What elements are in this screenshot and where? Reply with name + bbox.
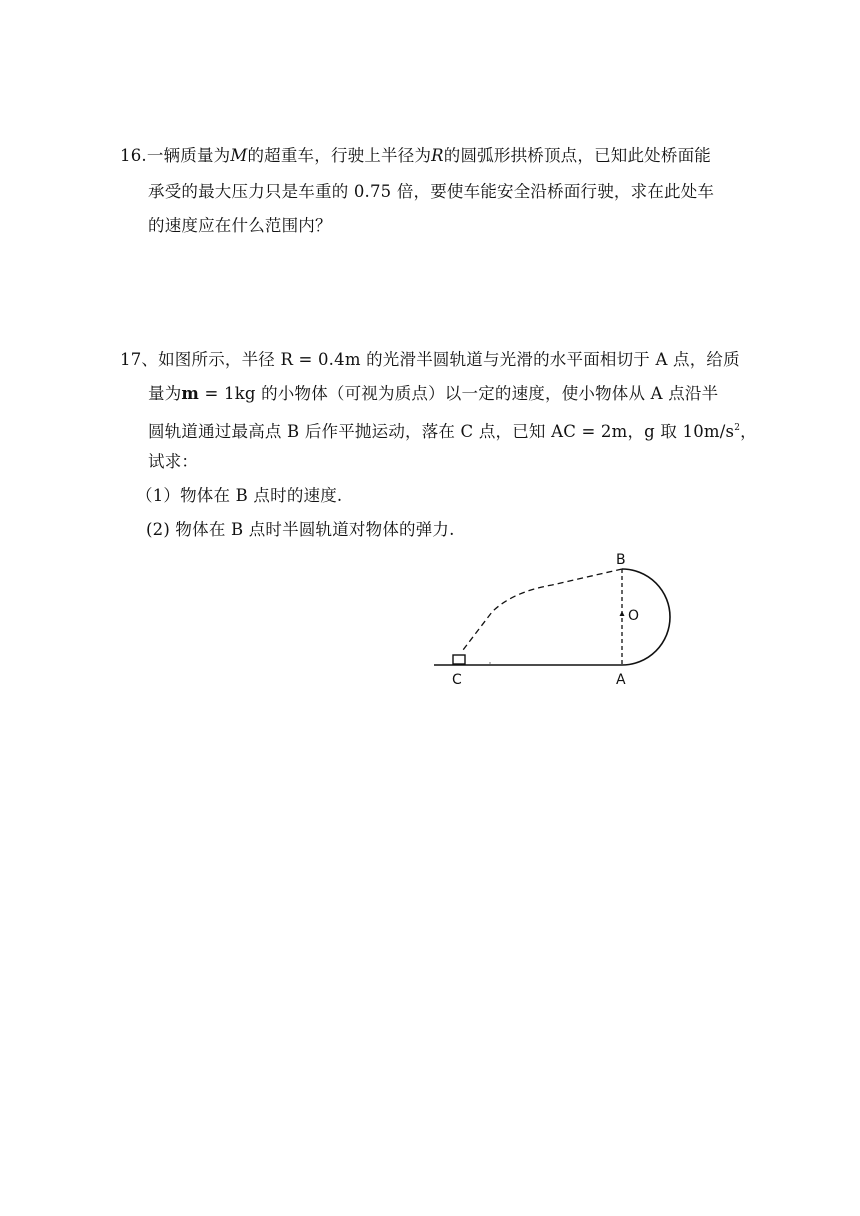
q17-line-3-sup: 2 — [734, 423, 741, 433]
q17-sub-2: (2) 物体在 B 点时半圆轨道对物体的弹力. — [146, 520, 455, 539]
q17-sub-1: （1）物体在 B 点时的速度. — [136, 486, 343, 505]
q16-line-1-pre: 16.一辆质量为 — [120, 146, 231, 165]
q16-line-1-mid: 的超重车，行驶上半径为 — [247, 146, 432, 165]
q17-line-2-post: = 1kg 的小物体（可视为质点）以一定的速度，使小物体从 A 点沿半 — [199, 384, 719, 403]
q17-line-2 — [148, 384, 718, 404]
q17-var-m: m — [181, 384, 200, 403]
q17-line-3-pre: 圆轨道通过最高点 B 后作平抛运动，落在 C 点，已知 AC = 2m，g 取 10m/s — [148, 422, 735, 441]
center-point — [620, 611, 625, 616]
q17-line-1: 17、如图所示，半径 R = 0.4m 的光滑半圆轨道与光滑的水平面相切于 A 点，给质 — [120, 350, 740, 369]
label-a: A — [616, 672, 626, 688]
q17-line-4: 试求： — [148, 452, 199, 471]
speck-mark — [489, 662, 490, 663]
label-b: B — [616, 552, 626, 568]
projectile-trajectory — [463, 569, 622, 650]
track-diagram — [420, 540, 700, 700]
q16-line-3: 的速度应在什么范围内？ — [148, 216, 332, 235]
q16-var-r: R — [431, 146, 444, 165]
q17-line-3 — [148, 418, 757, 442]
q17-line-3-post: ， — [740, 422, 757, 441]
q17-line-2-pre: 量为 — [148, 384, 182, 403]
q16-line-1 — [120, 146, 711, 166]
q16-var-m: M — [230, 146, 248, 165]
q16-line-2: 承受的最大压力只是车重的 0.75 倍，要使车能安全沿桥面行驶，求在此处车 — [148, 182, 715, 201]
small-object — [453, 655, 465, 664]
q16-line-1-post: 的圆弧形拱桥顶点，已知此处桥面能 — [443, 146, 711, 165]
label-c: C — [452, 672, 462, 688]
label-o: O — [628, 608, 640, 624]
